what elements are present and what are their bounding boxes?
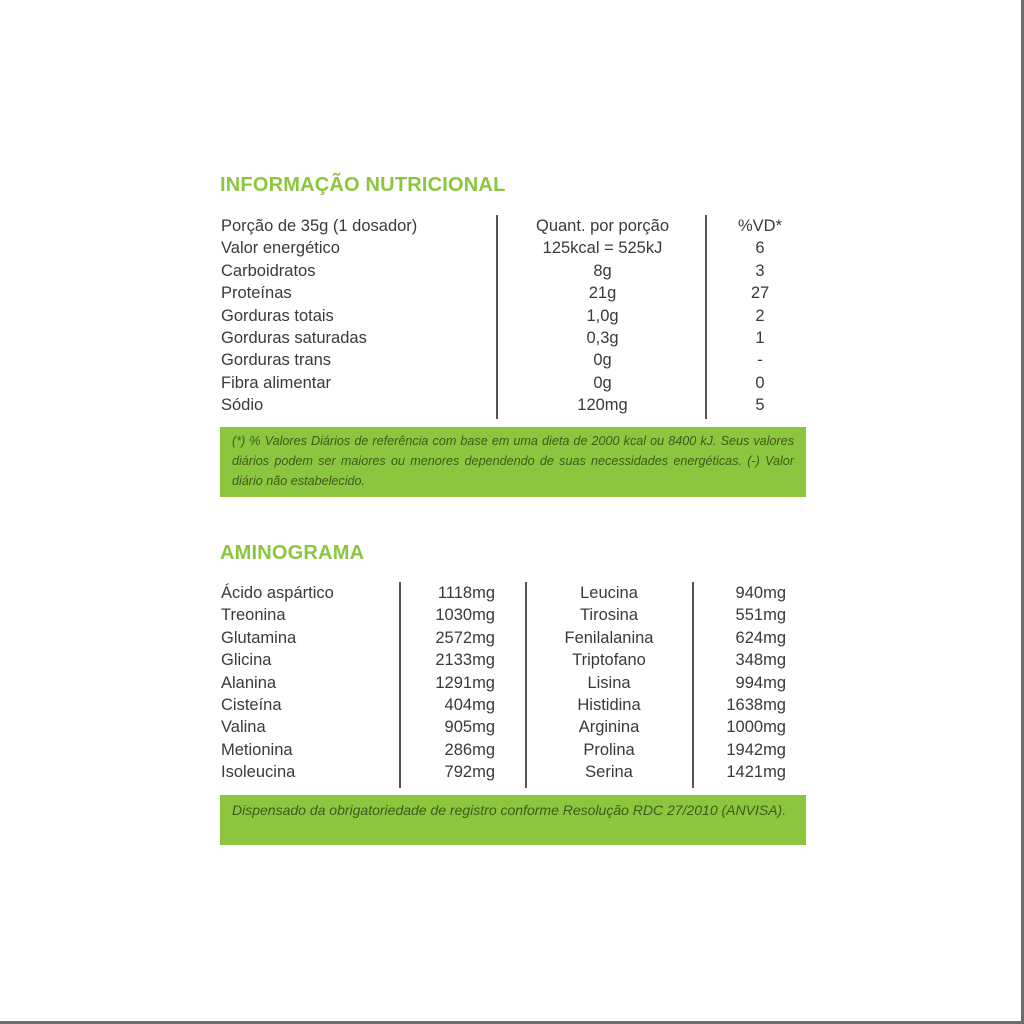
amino-acid-amount: 2572mg — [435, 628, 495, 647]
nutrient-name: Sódio — [221, 396, 264, 415]
nutrient-amount: 0g — [593, 373, 612, 392]
amino-acid-amount: 905mg — [444, 718, 495, 737]
registration-note: Dispensado da obrigatoriedade de registro conforme Resolução RDC 27/2010 (ANVISA). — [220, 795, 806, 845]
amino-acid-amount: 1638mg — [726, 696, 786, 714]
amino-acid-amount: 624mg — [735, 628, 786, 647]
amino-acid-name: Serina — [585, 763, 633, 782]
table-header-cell: Quant. por porção — [536, 217, 669, 235]
amino-acid-name: Leucina — [580, 584, 638, 602]
amino-acid-amount: 551mg — [735, 606, 786, 625]
nutrient-name: Proteínas — [221, 284, 292, 303]
nutrient-daily-value: 3 — [755, 261, 765, 280]
amino-acid-name: Valina — [221, 718, 266, 737]
nutrient-daily-value: 6 — [755, 239, 765, 258]
amino-acid-name: Ácido aspártico — [221, 584, 334, 602]
nutrient-name: Gorduras totais — [221, 306, 334, 325]
nutrient-daily-value: 5 — [755, 396, 765, 415]
amino-acid-name: Triptofano — [572, 651, 646, 670]
aminogram-title: AMINOGRAMA — [220, 542, 365, 564]
divider — [399, 582, 401, 788]
amino-acid-name: Cisteína — [221, 696, 282, 714]
nutrient-name: Fibra alimentar — [221, 373, 332, 392]
amino-acid-amount: 792mg — [444, 763, 495, 782]
daily-values-note: (*) % Valores Diários de referência com base em uma dieta de 2000 kcal ou 8400 kJ. Seus valores diários podem ser maiores ou menores dependendo de suas necessidades energéticas. (-) Valor diário não estabelecido. — [220, 427, 806, 497]
amino-acid-amount: 1030mg — [435, 606, 495, 625]
amino-acid-name: Treonina — [221, 606, 286, 625]
nutrient-name: Carboidratos — [221, 261, 316, 280]
amino-acid-name: Alanina — [221, 673, 277, 692]
amino-acid-name: Glutamina — [221, 628, 297, 647]
nutrient-name: Gorduras trans — [221, 351, 332, 370]
amino-acid-name: Tirosina — [579, 606, 639, 625]
nutrient-daily-value: - — [757, 351, 763, 370]
nutrient-name: Valor energético — [221, 239, 340, 258]
amino-acid-amount: 404mg — [444, 696, 495, 714]
amino-acid-name: Metionina — [221, 740, 293, 759]
nutrient-amount: 8g — [593, 261, 612, 280]
amino-acid-amount: 1942mg — [726, 740, 786, 759]
amino-acid-amount: 286mg — [444, 740, 495, 759]
amino-acid-name: Prolina — [583, 740, 635, 759]
amino-acid-name: Lisina — [587, 673, 631, 692]
nutrition-title: INFORMAÇÃO NUTRICIONAL — [220, 174, 506, 196]
nutrient-daily-value: 0 — [755, 373, 765, 392]
nutrient-amount: 0,3g — [586, 329, 619, 347]
divider — [525, 582, 527, 788]
amino-acid-amount: 940mg — [735, 584, 786, 602]
amino-acid-amount: 1291mg — [435, 673, 495, 692]
amino-acid-name: Fenilalanina — [564, 628, 654, 647]
amino-acid-amount: 1118mg — [437, 584, 495, 602]
nutrient-amount: 21g — [588, 284, 617, 303]
nutrient-daily-value: 27 — [750, 284, 770, 303]
amino-acid-name: Glicina — [221, 651, 272, 670]
nutrient-daily-value: 2 — [755, 306, 765, 325]
nutrient-name: Gorduras saturadas — [221, 329, 367, 347]
amino-acid-amount: 1421mg — [726, 763, 786, 782]
amino-acid-name: Isoleucina — [221, 763, 296, 782]
table-header-cell: %VD* — [737, 217, 782, 235]
divider — [496, 215, 498, 419]
amino-acid-amount: 994mg — [735, 673, 786, 692]
amino-acid-name: Histidina — [577, 696, 641, 714]
nutrient-daily-value: 1 — [755, 329, 765, 347]
divider — [692, 582, 694, 788]
amino-acid-amount: 348mg — [735, 651, 786, 670]
nutrient-amount: 1,0g — [586, 306, 619, 325]
nutrient-amount: 120mg — [577, 396, 628, 415]
divider — [705, 215, 707, 419]
amino-acid-amount: 2133mg — [435, 651, 495, 670]
nutrient-amount: 0g — [593, 351, 612, 370]
amino-acid-name: Arginina — [578, 718, 640, 737]
amino-acid-amount: 1000mg — [726, 718, 786, 737]
table-header-cell: Porção de 35g (1 dosador) — [221, 217, 418, 235]
nutrient-amount: 125kcal = 525kJ — [542, 239, 663, 258]
